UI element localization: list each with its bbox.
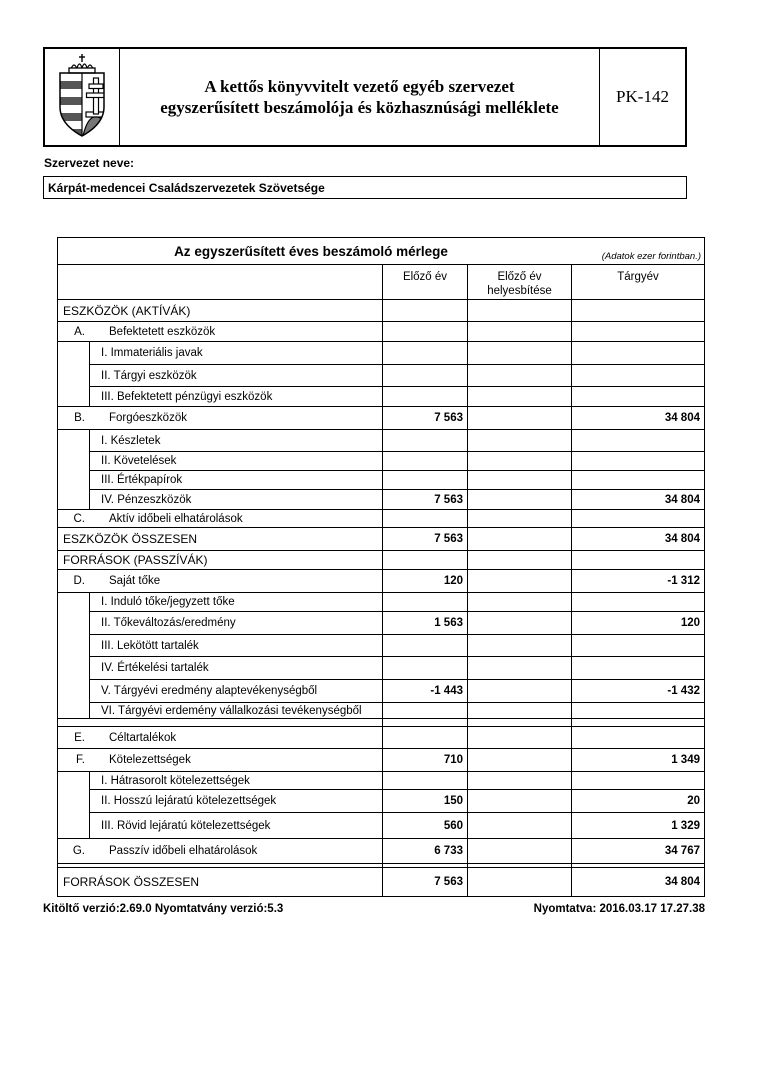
row-label: VI. Tárgyévi erdemény vállalkozási tevékenységből bbox=[89, 702, 382, 718]
row-current-value bbox=[571, 451, 704, 470]
row-current-value bbox=[571, 509, 704, 527]
row-indent bbox=[58, 771, 89, 789]
software-version-text: Kitöltő verzió:2.69.0 Nyomtatvány verzió:5.3 bbox=[43, 903, 284, 915]
row-prev-value: 150 bbox=[382, 789, 467, 812]
table-row bbox=[58, 726, 704, 748]
row-letter: F. bbox=[58, 748, 89, 771]
row-prev-value: 7 563 bbox=[382, 489, 467, 509]
row-correction-value bbox=[467, 364, 571, 386]
row-label: I. Készletek bbox=[89, 429, 382, 451]
row-label: II. Hosszú lejáratú kötelezettségek bbox=[89, 789, 382, 812]
row-correction-value bbox=[467, 429, 571, 451]
table-row bbox=[58, 550, 704, 569]
logo-cell bbox=[45, 49, 120, 145]
row-current-value bbox=[571, 771, 704, 789]
row-label: ESZKÖZÖK ÖSSZESEN bbox=[58, 527, 382, 550]
row-label: Aktív időbeli elhatárolások bbox=[89, 509, 382, 527]
row-indent bbox=[58, 812, 89, 838]
row-current-value bbox=[571, 656, 704, 679]
row-prev-value bbox=[382, 299, 467, 321]
row-label: II. Követelések bbox=[89, 451, 382, 470]
column-header-current-year: Tárgyév bbox=[571, 265, 704, 299]
row-prev-value bbox=[382, 470, 467, 489]
row-correction-value bbox=[467, 470, 571, 489]
row-label: Saját tőke bbox=[89, 569, 382, 592]
row-indent bbox=[58, 364, 89, 386]
table-row bbox=[58, 867, 704, 896]
row-label: Befektetett eszközök bbox=[89, 321, 382, 341]
row-label: III. Értékpapírok bbox=[89, 470, 382, 489]
row-current-value bbox=[571, 364, 704, 386]
row-current-value bbox=[571, 299, 704, 321]
row-indent bbox=[58, 429, 89, 451]
row-prev-value bbox=[382, 702, 467, 718]
row-correction-value bbox=[467, 341, 571, 364]
row-prev-value: 560 bbox=[382, 812, 467, 838]
row-letter: E. bbox=[58, 726, 89, 748]
row-correction-value bbox=[467, 321, 571, 341]
form-title bbox=[120, 49, 600, 145]
unit-note: (Adatok ezer forintban.) bbox=[601, 251, 701, 262]
column-header-prev-year: Előző év bbox=[382, 265, 467, 299]
row-current-value bbox=[571, 550, 704, 569]
row-current-value: 1 349 bbox=[571, 748, 704, 771]
table-row bbox=[58, 569, 704, 592]
row-correction-value bbox=[467, 550, 571, 569]
row-label: III. Lekötött tartalék bbox=[89, 634, 382, 656]
row-current-value: -1 312 bbox=[571, 569, 704, 592]
table-row bbox=[58, 748, 704, 771]
row-label: I. Immateriális javak bbox=[89, 341, 382, 364]
row-prev-value: -1 443 bbox=[382, 679, 467, 702]
row-indent bbox=[58, 679, 89, 702]
organization-name-label: Szervezet neve: bbox=[44, 156, 135, 170]
row-correction-value bbox=[467, 386, 571, 406]
row-indent bbox=[58, 470, 89, 489]
row-current-value: -1 432 bbox=[571, 679, 704, 702]
row-letter: A. bbox=[58, 321, 89, 341]
row-correction-value bbox=[467, 789, 571, 812]
row-correction-value bbox=[467, 812, 571, 838]
row-current-value bbox=[571, 341, 704, 364]
table-row bbox=[58, 656, 704, 679]
row-label: FORRÁSOK (PASSZÍVÁK) bbox=[58, 550, 382, 569]
table-spacer-row bbox=[58, 718, 704, 726]
row-prev-value: 7 563 bbox=[382, 527, 467, 550]
row-current-value: 20 bbox=[571, 789, 704, 812]
row-indent bbox=[58, 611, 89, 634]
row-correction-value bbox=[467, 679, 571, 702]
table-row bbox=[58, 406, 704, 429]
row-label: ESZKÖZÖK (AKTÍVÁK) bbox=[58, 299, 382, 321]
table-header-row bbox=[58, 265, 704, 299]
row-current-value bbox=[571, 470, 704, 489]
row-correction-value bbox=[467, 509, 571, 527]
row-current-value: 1 329 bbox=[571, 812, 704, 838]
table-row bbox=[58, 527, 704, 550]
table-row bbox=[58, 341, 704, 364]
row-indent bbox=[58, 634, 89, 656]
row-correction-value bbox=[467, 726, 571, 748]
row-current-value bbox=[571, 702, 704, 718]
row-label: I. Hátrasorolt kötelezettségek bbox=[89, 771, 382, 789]
row-prev-value bbox=[382, 341, 467, 364]
table-row bbox=[58, 592, 704, 611]
row-prev-value bbox=[382, 656, 467, 679]
row-label: Kötelezettségek bbox=[89, 748, 382, 771]
row-prev-value: 7 563 bbox=[382, 406, 467, 429]
table-row bbox=[58, 489, 704, 509]
row-label: II. Tárgyi eszközök bbox=[89, 364, 382, 386]
row-indent bbox=[58, 489, 89, 509]
row-prev-value bbox=[382, 386, 467, 406]
table-row bbox=[58, 789, 704, 812]
row-correction-value bbox=[467, 867, 571, 896]
row-indent bbox=[58, 702, 89, 718]
printed-timestamp-text: Nyomtatva: 2016.03.17 17.27.38 bbox=[533, 903, 705, 915]
row-correction-value bbox=[467, 489, 571, 509]
row-current-value bbox=[571, 386, 704, 406]
table-row bbox=[58, 812, 704, 838]
row-correction-value bbox=[467, 634, 571, 656]
row-correction-value bbox=[467, 527, 571, 550]
table-row bbox=[58, 321, 704, 341]
row-prev-value bbox=[382, 509, 467, 527]
row-prev-value: 6 733 bbox=[382, 838, 467, 863]
row-current-value: 34 804 bbox=[571, 489, 704, 509]
table-row bbox=[58, 451, 704, 470]
row-correction-value bbox=[467, 406, 571, 429]
row-current-value: 34 804 bbox=[571, 867, 704, 896]
row-current-value bbox=[571, 634, 704, 656]
table-row bbox=[58, 611, 704, 634]
row-correction-value bbox=[467, 451, 571, 470]
row-prev-value: 710 bbox=[382, 748, 467, 771]
row-correction-value bbox=[467, 838, 571, 863]
row-label: III. Rövid lejáratú kötelezettségek bbox=[89, 812, 382, 838]
row-prev-value: 1 563 bbox=[382, 611, 467, 634]
table-row bbox=[58, 771, 704, 789]
row-label: Forgóeszközök bbox=[89, 406, 382, 429]
row-current-value: 34 767 bbox=[571, 838, 704, 863]
row-correction-value bbox=[467, 748, 571, 771]
table-row bbox=[58, 702, 704, 718]
row-current-value bbox=[571, 429, 704, 451]
row-correction-value bbox=[467, 569, 571, 592]
row-label: II. Tőkeváltozás/eredmény bbox=[89, 611, 382, 634]
row-indent bbox=[58, 386, 89, 406]
table-row bbox=[58, 299, 704, 321]
table-title: Az egyszerűsített éves beszámoló mérlege bbox=[174, 243, 448, 259]
row-prev-value bbox=[382, 451, 467, 470]
column-header-empty bbox=[58, 265, 382, 299]
row-current-value: 34 804 bbox=[571, 406, 704, 429]
row-prev-value bbox=[382, 771, 467, 789]
row-correction-value bbox=[467, 611, 571, 634]
table-row bbox=[58, 838, 704, 863]
row-label: IV. Értékelési tartalék bbox=[89, 656, 382, 679]
row-prev-value bbox=[382, 429, 467, 451]
row-prev-value bbox=[382, 321, 467, 341]
form-title-line2: egyszerűsített beszámolója és közhasznúsági melléklete bbox=[160, 98, 559, 117]
row-label: IV. Pénzeszközök bbox=[89, 489, 382, 509]
row-indent bbox=[58, 656, 89, 679]
row-correction-value bbox=[467, 771, 571, 789]
row-label: III. Befektetett pénzügyi eszközök bbox=[89, 386, 382, 406]
table-row bbox=[58, 470, 704, 489]
column-header-prev-year-correction: Előző év helyesbítése bbox=[467, 265, 571, 299]
row-label: Passzív időbeli elhatárolások bbox=[89, 838, 382, 863]
row-correction-value bbox=[467, 299, 571, 321]
form-title-line1: A kettős könyvvitelt vezető egyéb szervezet bbox=[204, 76, 515, 96]
row-letter: C. bbox=[58, 509, 89, 527]
row-label: V. Tárgyévi eredmény alaptevékenységből bbox=[89, 679, 382, 702]
row-indent bbox=[58, 341, 89, 364]
row-prev-value: 7 563 bbox=[382, 867, 467, 896]
row-current-value bbox=[571, 321, 704, 341]
table-row bbox=[58, 679, 704, 702]
row-letter: G. bbox=[58, 838, 89, 863]
row-current-value: 34 804 bbox=[571, 527, 704, 550]
row-indent bbox=[58, 592, 89, 611]
table-row bbox=[58, 364, 704, 386]
row-prev-value: 120 bbox=[382, 569, 467, 592]
row-letter: D. bbox=[58, 569, 89, 592]
table-title-row bbox=[58, 238, 704, 265]
organization-name-field bbox=[43, 176, 687, 199]
hungary-coat-of-arms-logo bbox=[53, 54, 111, 140]
row-prev-value bbox=[382, 550, 467, 569]
row-prev-value bbox=[382, 634, 467, 656]
table-row bbox=[58, 634, 704, 656]
row-current-value: 120 bbox=[571, 611, 704, 634]
row-correction-value bbox=[467, 702, 571, 718]
row-prev-value bbox=[382, 364, 467, 386]
balance-sheet-table bbox=[57, 237, 705, 897]
row-correction-value bbox=[467, 592, 571, 611]
organization-name-value: Kárpát-medencei Családszervezetek Szövetsége bbox=[48, 180, 325, 195]
form-header bbox=[43, 47, 687, 147]
form-code: PK-142 bbox=[616, 87, 669, 106]
row-letter: B. bbox=[58, 406, 89, 429]
row-label: FORRÁSOK ÖSSZESEN bbox=[58, 867, 382, 896]
row-indent bbox=[58, 789, 89, 812]
table-row bbox=[58, 509, 704, 527]
row-label: I. Induló tőke/jegyzett tőke bbox=[89, 592, 382, 611]
row-current-value bbox=[571, 592, 704, 611]
row-prev-value bbox=[382, 726, 467, 748]
row-current-value bbox=[571, 726, 704, 748]
table-row bbox=[58, 429, 704, 451]
row-prev-value bbox=[382, 592, 467, 611]
row-indent bbox=[58, 451, 89, 470]
row-correction-value bbox=[467, 656, 571, 679]
row-label: Céltartalékok bbox=[89, 726, 382, 748]
table-row bbox=[58, 386, 704, 406]
